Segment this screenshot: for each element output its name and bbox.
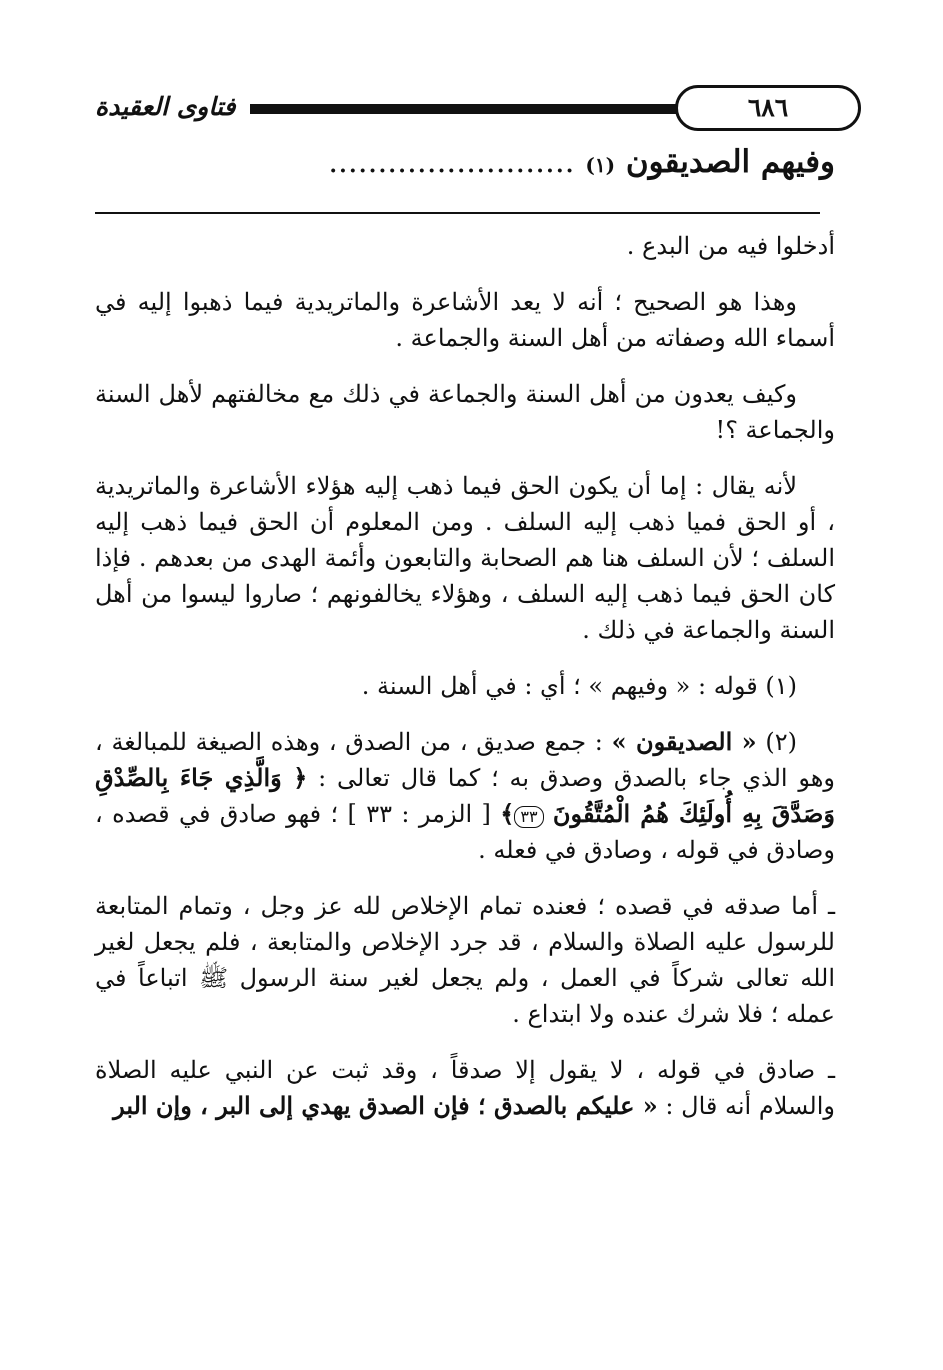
quran-close-bracket: ﴾ xyxy=(500,799,515,828)
section-heading xyxy=(95,144,835,180)
quran-verse: ﴿ وَالَّذِي جَاءَ بِالصِّدْقِ وَصَدَّقَ بِهِ أُولَئِكَ هُمُ الْمُتَّقُونَ xyxy=(95,763,835,828)
hadith-quote: « عليكم بالصدق ؛ فإن الصدق يهدي إلى البر ، وإن البر xyxy=(113,1091,658,1120)
footnote-2-number: (٢) xyxy=(765,728,797,756)
footnote-marker: (١) xyxy=(585,153,616,177)
book-title: فتاوى العقيدة xyxy=(95,92,236,121)
page-number: ٦٨٦ xyxy=(675,85,861,131)
title-rule xyxy=(95,212,820,214)
paragraph-qasd-text: ـ أما صدقه في قصده ؛ فعنده تمام الإخلاص لله عز وجل ، وتمام المتابعة للرسول عليه الصلاة والسلام ، قد جرد الإخلاص والمتابعة ، فلم يجعل لغير الله تعالى شركاً في العمل ، ولم يجعل لغير سنة الرسول ﷺ اتباعاً في عمله ؛ فلا شرك عنده ولا ابتداع . xyxy=(95,892,835,1028)
paragraph-4 xyxy=(95,468,835,648)
paragraph-qasd xyxy=(95,888,835,1032)
paragraph-qawl xyxy=(95,1052,835,1124)
footnote-1 xyxy=(95,668,835,704)
paragraph-1-text: أدخلوا فيه من البدع . xyxy=(626,232,835,260)
paragraph-4-text: لأنه يقال : إما أن يكون الحق فيما ذهب إليه هؤلاء الأشاعرة والماتريدية ، أو الحق فميا ذهب إليه السلف . ومن المعلوم أن الحق فيما ذهب إليه السلف ؛ لأن السلف هنا هم الصحابة والتابعون وأئمة الهدى من بعدهم . فإذا كان الحق فيما ذهب إليه السلف ، وهؤلاء يخالفونهم ؛ صاروا ليسوا من أهل السنة والجماعة في ذلك . xyxy=(95,472,835,644)
paragraph-3-text: وكيف يعدون من أهل السنة والجماعة في ذلك مع مخالفتهم لأهل السنة والجماعة ؟! xyxy=(95,380,835,444)
section-title-text: وفيهم الصديقون xyxy=(625,144,835,180)
paragraph-2-text: وهذا هو الصحيح ؛ أنه لا يعد الأشاعرة والماتريدية فيما ذهبوا إليه في أسماء الله وصفاته من أهل السنة والجماعة . xyxy=(95,288,835,352)
footnote-2-text: : جمع صديق ، من الصدق ، وهذه الصيغة للمبالغة ، وهو الذي جاء بالصدق وصدق به ؛ كما قال تعالى : xyxy=(95,728,835,792)
verse-reference: [ الزمر : ٣٣ ] ؛ فهو صادق في قصده ، وصادق في قوله ، وصادق في فعله . xyxy=(95,800,835,864)
book-page xyxy=(95,78,835,1338)
paragraph-3 xyxy=(95,376,835,448)
footnote-2 xyxy=(95,724,835,868)
page-body xyxy=(95,228,835,1144)
title-dots: ......................... xyxy=(328,144,575,180)
footnote-1-text: (١) قوله : « وفيهم » ؛ أي : في أهل السنة . xyxy=(361,672,797,700)
aya-number: ٣٣ xyxy=(514,806,543,828)
paragraph-1 xyxy=(95,228,835,264)
running-header xyxy=(95,78,835,138)
paragraph-qawl-text: ـ صادق في قوله ، لا يقول إلا صدقاً ، وقد ثبت عن النبي عليه الصلاة والسلام أنه قال : xyxy=(95,1056,835,1120)
footnote-2-term: « الصديقون » xyxy=(611,727,757,756)
paragraph-2 xyxy=(95,284,835,356)
